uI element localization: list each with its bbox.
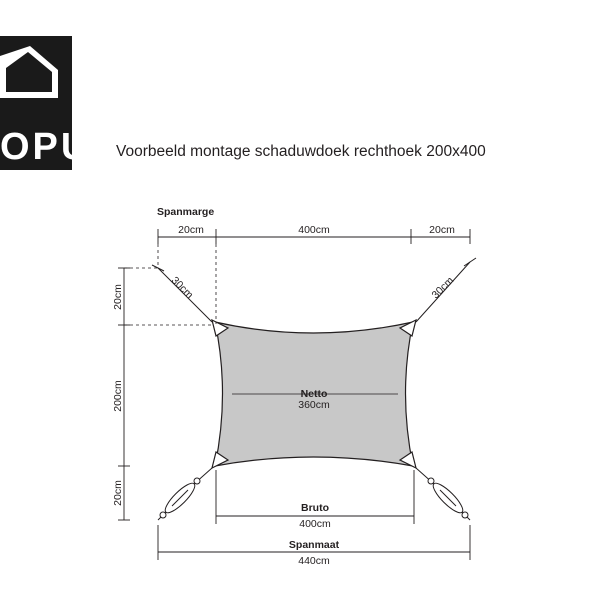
turnbuckle-right — [428, 478, 468, 518]
diag-right-label: 30cm — [429, 274, 457, 302]
left-top-margin-label: 20cm — [112, 284, 124, 310]
left-height-label: 200cm — [112, 380, 124, 412]
left-bottom-margin-label: 20cm — [112, 480, 124, 506]
spanmaat-label: Spanmaat — [288, 539, 340, 551]
top-length-label: 400cm — [298, 224, 330, 236]
page-title: Voorbeeld montage schaduwdoek rechthoek 200x400 — [116, 143, 486, 160]
netto-value: 360cm — [298, 399, 330, 411]
bruto-dimension — [216, 470, 414, 524]
bruto-value: 400cm — [299, 518, 331, 530]
logo-text: OPU — [0, 126, 92, 168]
diag-left-label: 30cm — [168, 274, 196, 302]
bruto-label: Bruto — [301, 502, 329, 514]
turnbuckle-left — [160, 478, 200, 518]
top-left-margin-label: 20cm — [178, 224, 204, 236]
netto-label: Netto — [300, 388, 328, 400]
top-cables — [152, 258, 476, 322]
spanmaat-value: 440cm — [298, 555, 330, 567]
top-right-margin-label: 20cm — [429, 224, 455, 236]
spanmarge-label: Spanmarge — [157, 206, 215, 218]
